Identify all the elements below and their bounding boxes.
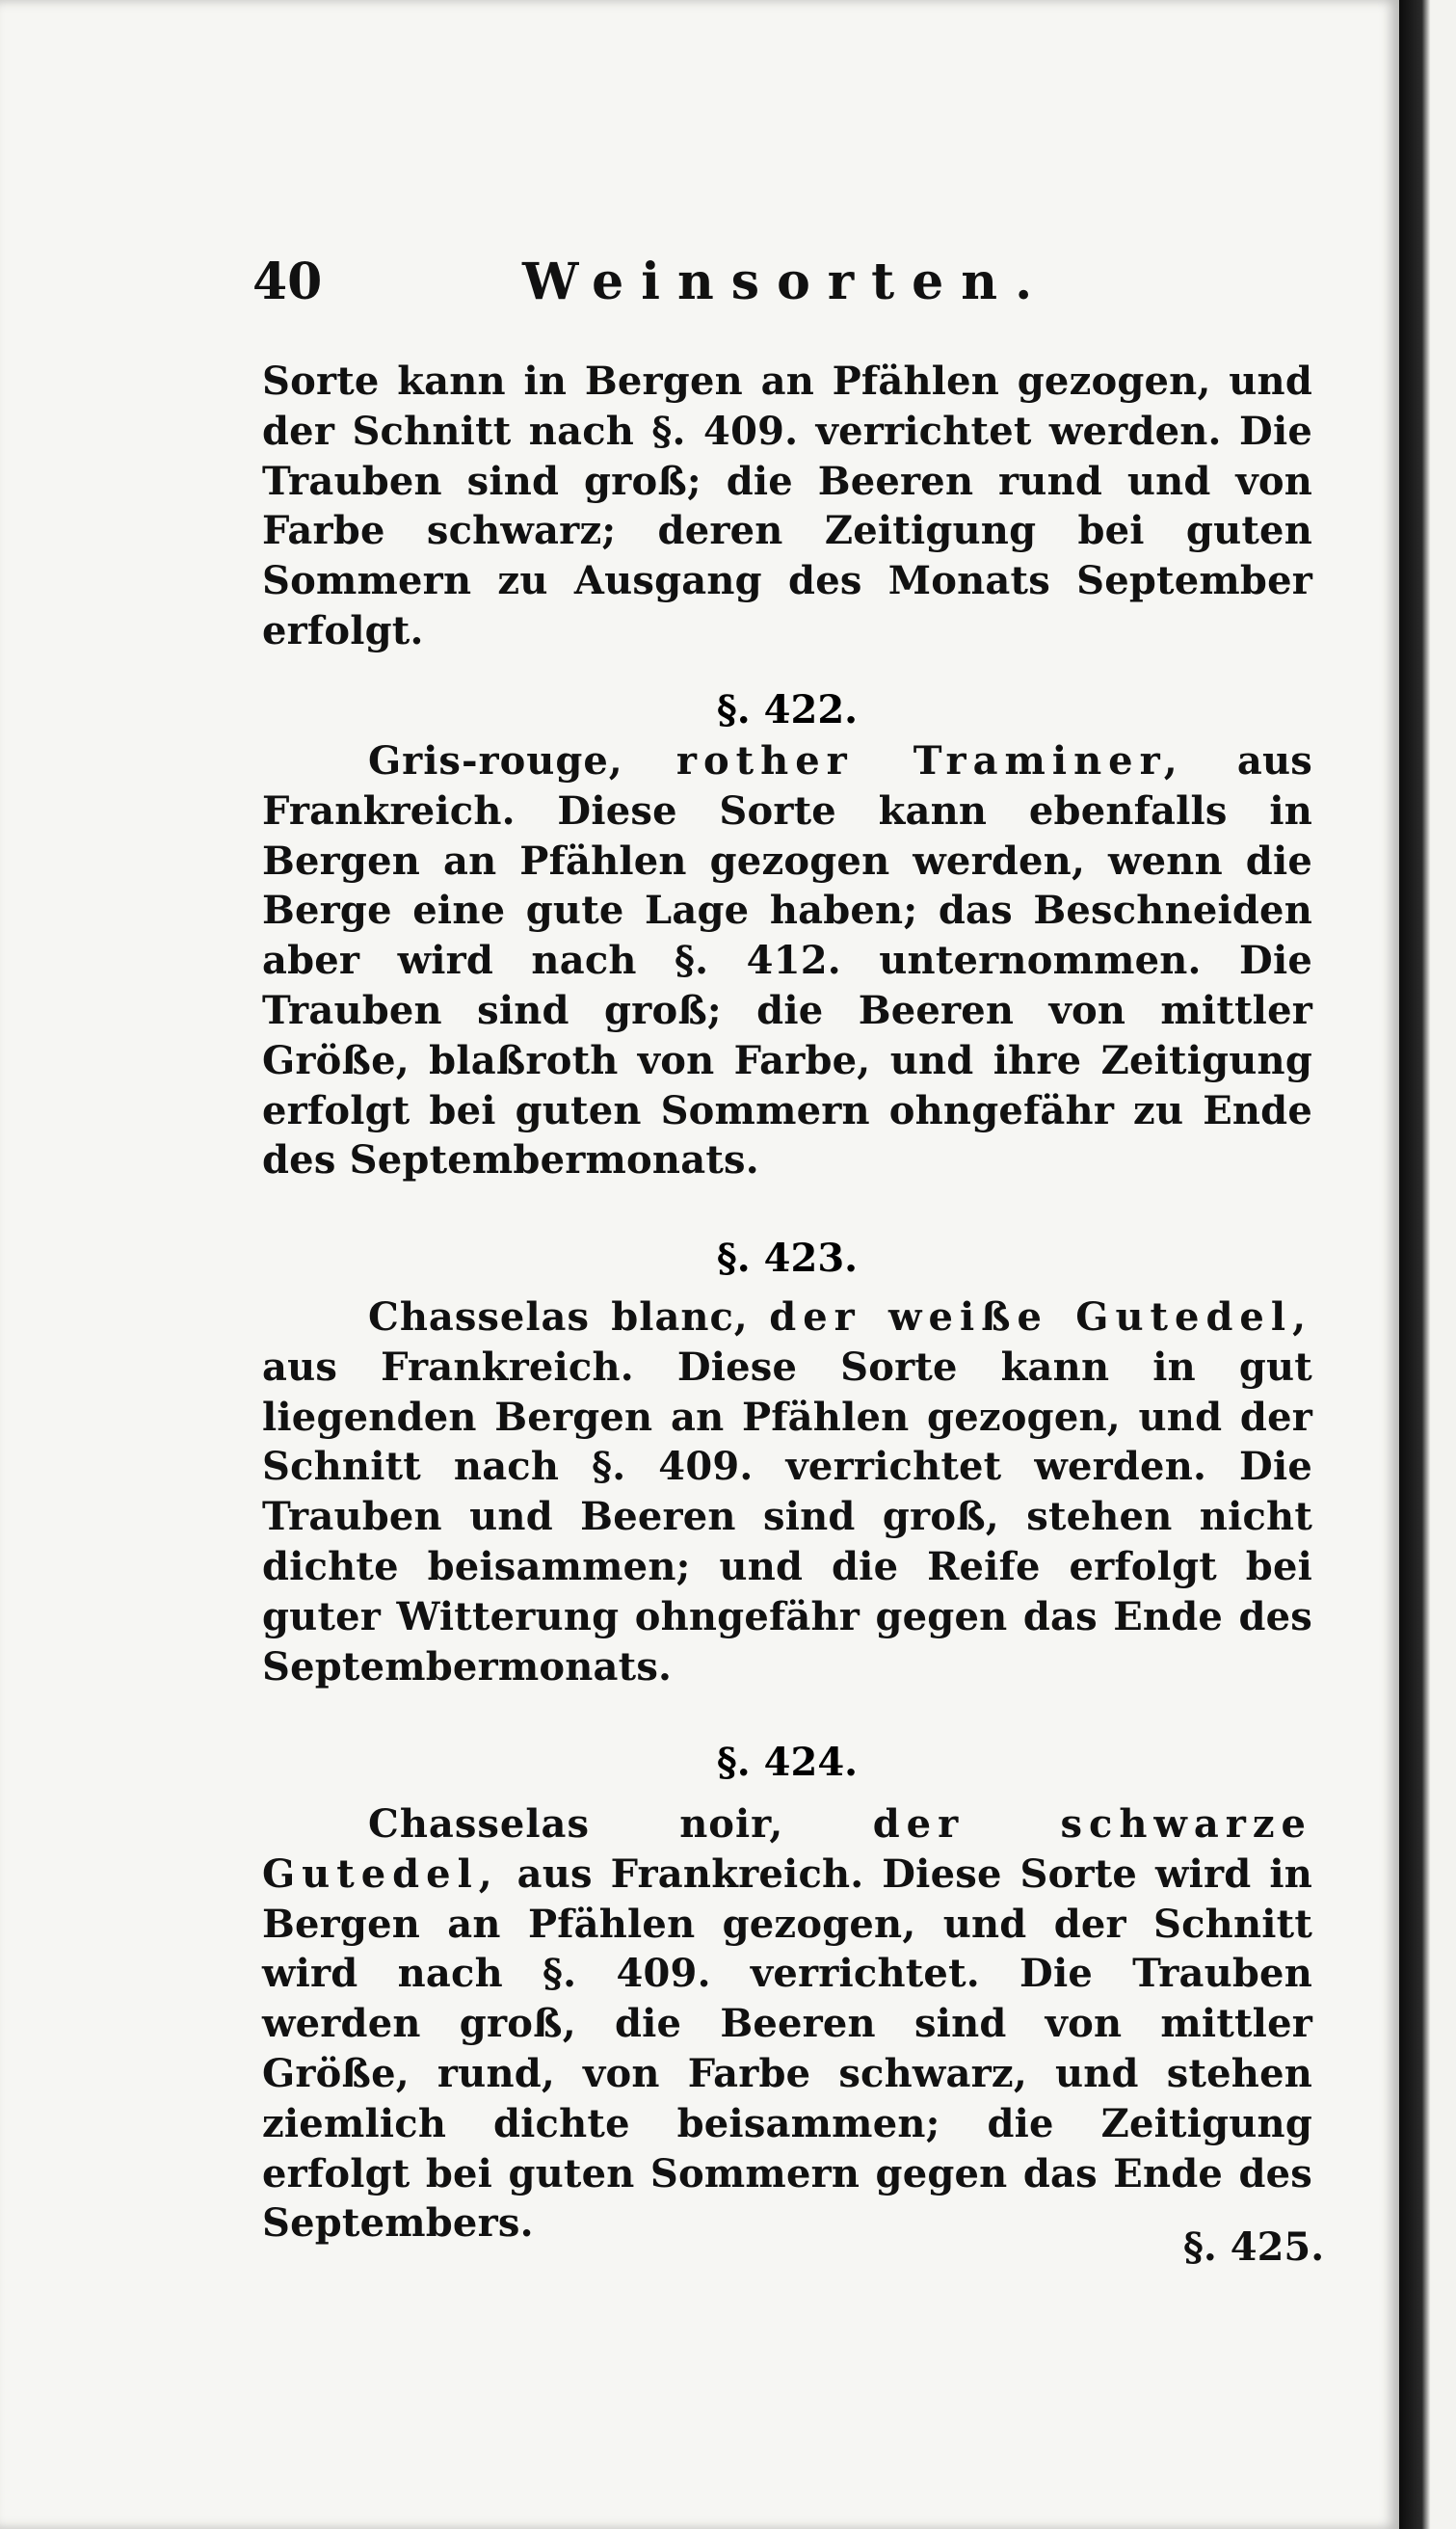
paragraph-gris-rouge [262,736,1312,1185]
paragraph-chasselas-noir [262,1799,1312,2249]
page-number: 40 [252,253,323,311]
variety-name: Gris-rouge, [368,738,623,784]
paragraph-continuation: Sorte kann in Bergen an Pfählen gezogen, und der Schnitt nach §. 409. verrichtet werden. Die Trauben sind groß; die Beeren rund und von Farbe schwarz; deren Zeitigung bei guten Sommern zu Ausgang des Monats September erfolgt. [262,359,1312,653]
paragraph-text: aus Frankreich. Diese Sorte wird in Bergen an Pfählen gezogen, und der Schnitt wird nach §. 409. verrichtet. Die Trauben werden groß, die Beeren sind von mittler Größe, rund, von Farbe schwarz, und stehen ziemlich dichte beisammen; die Zeitigung erfolgt bei guten Sommern gegen das Ende des Septembers. [262,1850,1312,2247]
variety-name: Chasselas noir, [368,1801,784,1847]
variety-title: der weiße Gutedel, [769,1294,1312,1340]
section-number-424: §. 424. [716,1740,859,1785]
section-number-422: §. 422. [716,687,859,732]
section-number-423: §. 423. [716,1236,859,1281]
page-header [252,253,1312,330]
paragraph-text: aus Frankreich. Diese Sorte kann in gut liegenden Bergen an Pfählen gezogen, und der Schnitt nach §. 409. verrichtet werden. Die Trauben und Beeren sind groß, stehen nicht dichte beisammen; und die Reife erfolgt bei guter Witterung ohngefähr gegen das Ende des Septembermonats. [262,1344,1312,1690]
paragraph-chasselas-blanc [262,1292,1312,1691]
paragraph-text: aus Frankreich. Diese Sorte kann ebenfalls in Bergen an Pfählen gezogen werden, wenn die Berge eine gute Lage haben; das Beschneiden aber wird nach §. 412. unternommen. Die Trauben sind groß; die Beeren von mittler Größe, blaßroth von Farbe, und ihre Zeitigung erfolgt bei guten Sommern ohngefähr zu Ende des Septembermonats. [262,738,1312,1184]
running-title: Weinsorten. [522,253,1050,311]
variety-name: Chasselas blanc, [368,1294,749,1340]
adjacent-page-edge [1399,0,1456,2529]
variety-title: der schwarze Gutedel, [262,1801,1312,1897]
variety-title: rother Traminer, [675,738,1184,784]
catchword: §. 425. [1183,2224,1325,2270]
